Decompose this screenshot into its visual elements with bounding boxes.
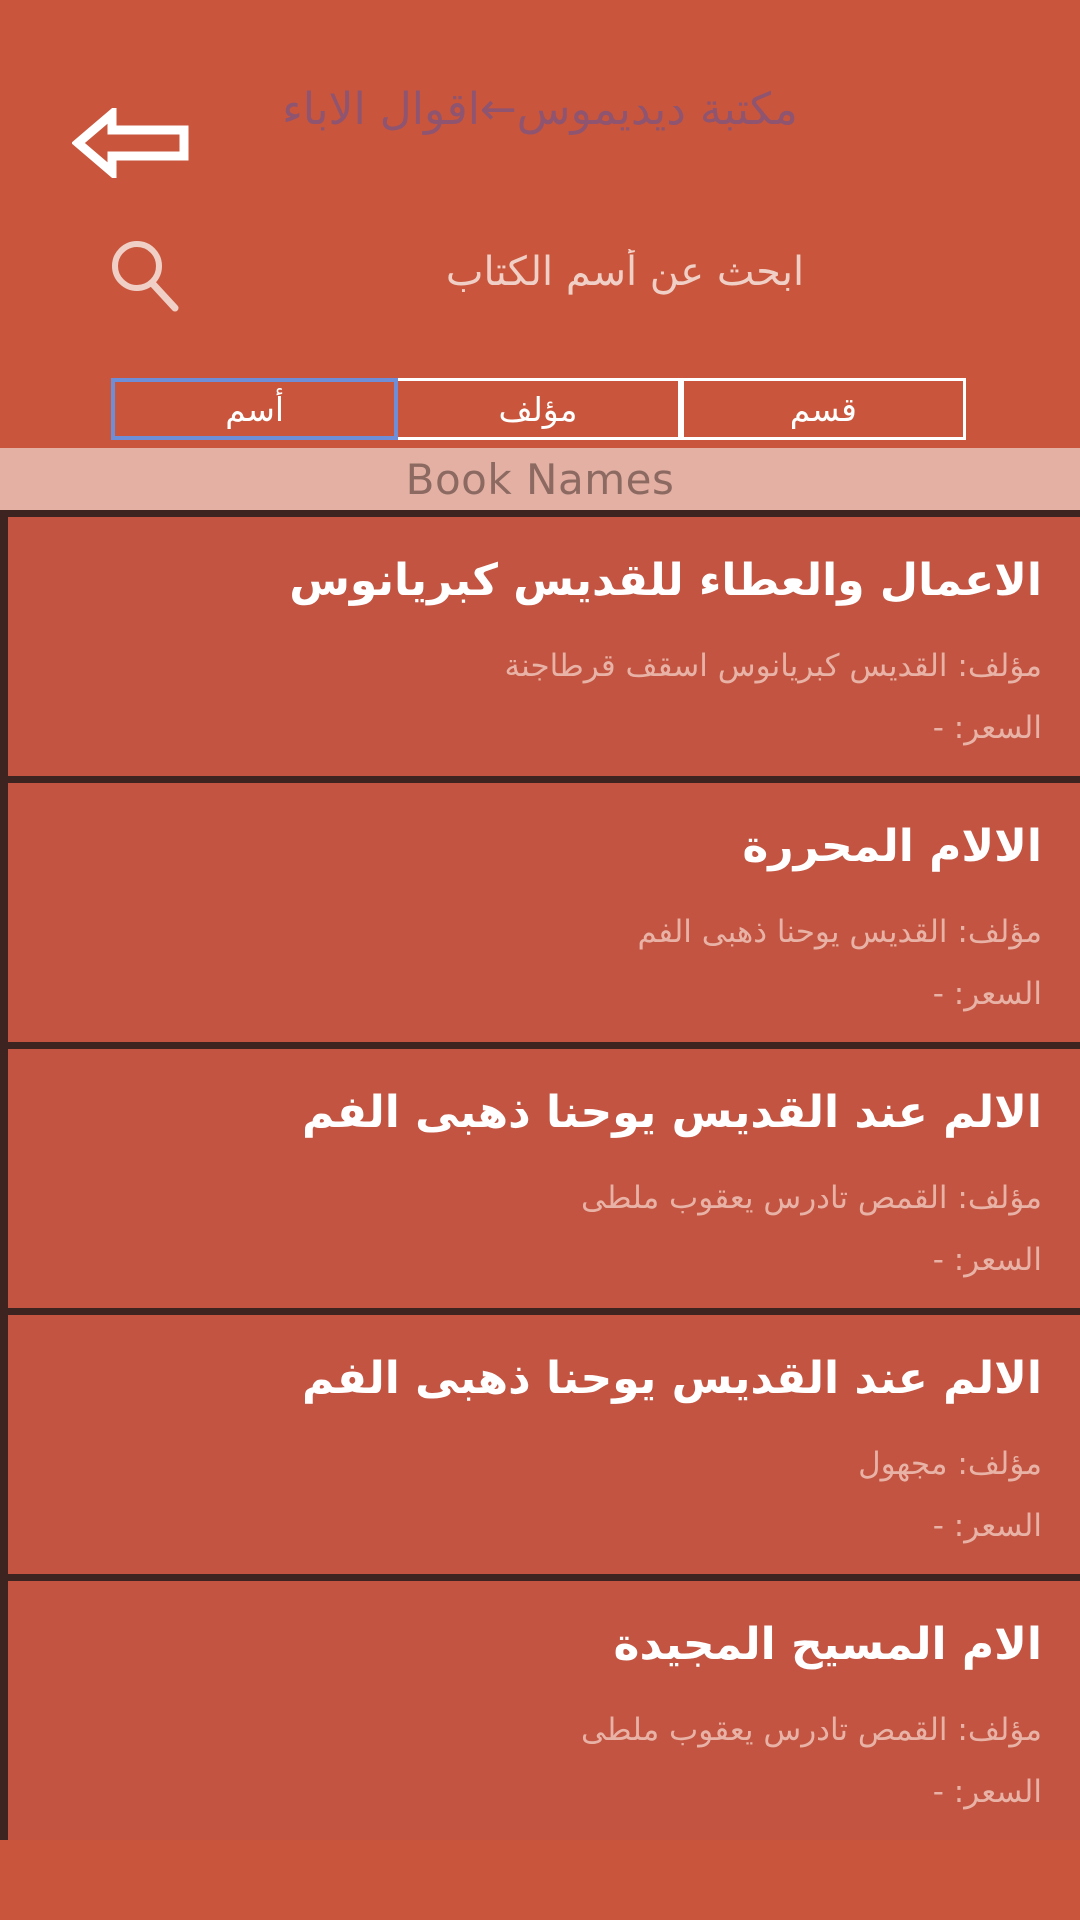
filter-tab-section[interactable] [681,378,966,440]
row-edge-marker [0,1581,8,1840]
breadcrumb: مكتبة ديديموس←اقوال الاباء [282,84,798,135]
app-header [0,0,1080,268]
search-row [0,220,1080,330]
section-header [0,448,1080,510]
filter-tab-section-label: قسم [789,389,857,429]
book-author: مؤلف: مجهول [858,1446,1042,1482]
book-price: السعر: - [932,710,1042,746]
search-input[interactable] [230,232,1080,312]
row-edge-marker [0,1315,8,1574]
filter-tab-name[interactable] [111,378,398,440]
filter-tab-name-label: أسم [225,389,285,429]
list-item[interactable] [0,1574,1080,1840]
book-author: مؤلف: القديس كبريانوس اسقف قرطاجنة [504,648,1042,684]
book-title: الاعمال والعطاء للقديس كبريانوس [289,555,1042,606]
search-icon[interactable] [105,236,185,316]
book-author: مؤلف: القمص تادرس يعقوب ملطى [581,1712,1042,1748]
list-item[interactable] [0,510,1080,776]
book-title: الالم عند القديس يوحنا ذهبى الفم [302,1087,1042,1138]
book-price: السعر: - [932,1508,1042,1544]
book-author: مؤلف: القمص تادرس يعقوب ملطى [581,1180,1042,1216]
list-item[interactable] [0,1042,1080,1308]
list-item[interactable] [0,776,1080,1042]
list-item[interactable] [0,1308,1080,1574]
book-price: السعر: - [932,1242,1042,1278]
book-title: الام المسيح المجيدة [613,1619,1042,1670]
filter-tab-author-label: مؤلف [498,389,578,429]
book-price: السعر: - [932,976,1042,1012]
filter-tab-author[interactable] [395,378,680,440]
row-edge-marker [0,1049,8,1308]
book-price: السعر: - [932,1774,1042,1810]
book-list[interactable] [0,510,1080,1920]
row-edge-marker [0,517,8,776]
book-author: مؤلف: القديس يوحنا ذهبى الفم [637,914,1042,950]
book-title: الالم عند القديس يوحنا ذهبى الفم [302,1353,1042,1404]
row-edge-marker [0,783,8,1042]
section-header-label: Book Names [405,454,675,504]
filter-segmented-control [114,378,966,440]
book-title: الالام المحررة [742,821,1042,872]
